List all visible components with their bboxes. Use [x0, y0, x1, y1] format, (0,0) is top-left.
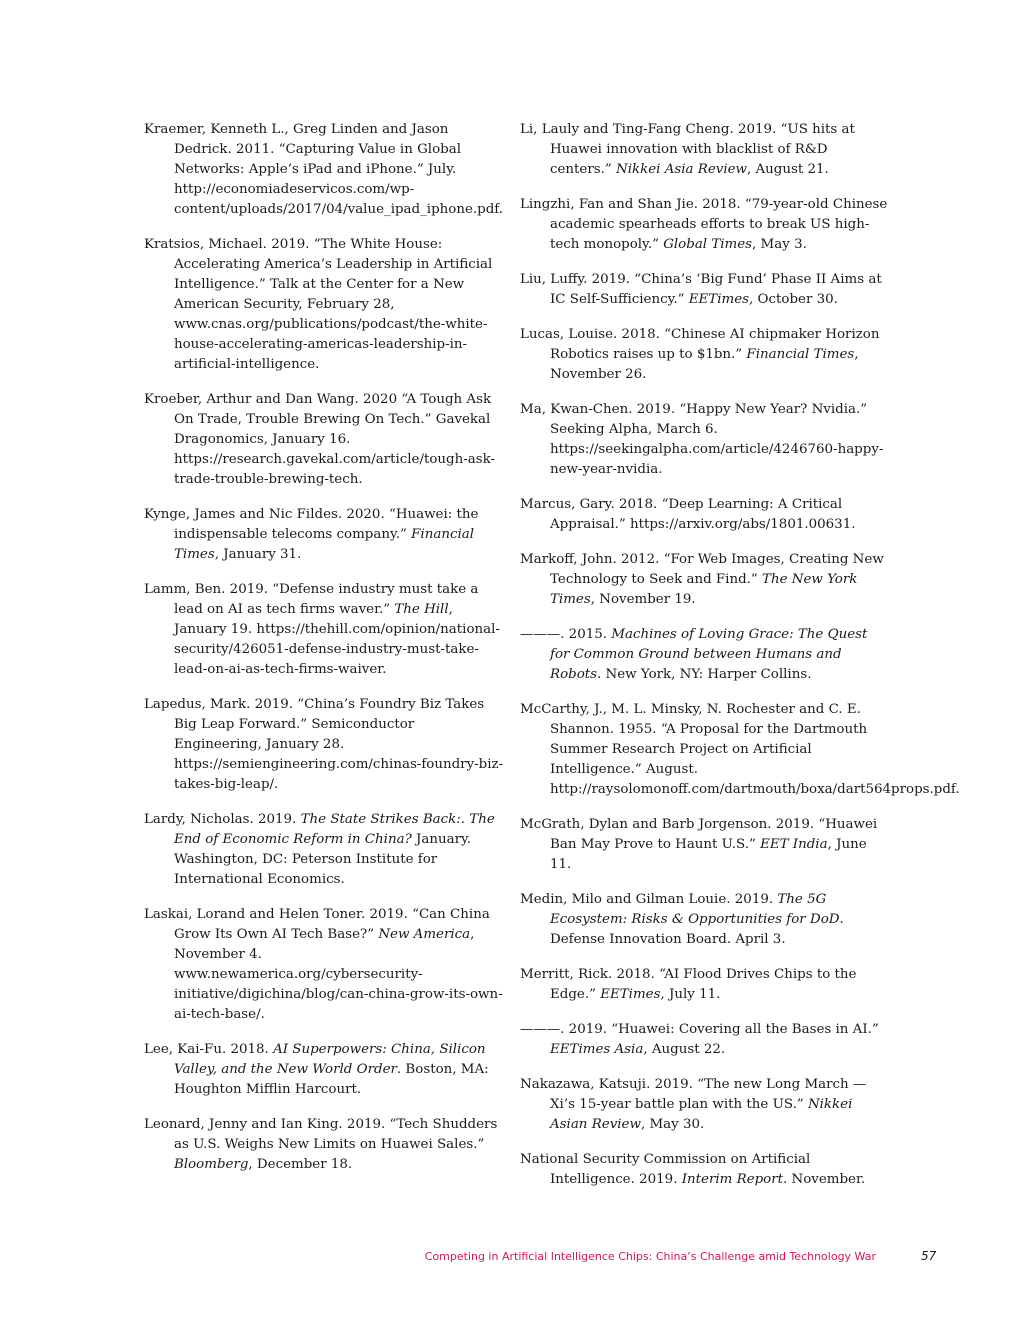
- reference-entry: [520, 120, 890, 180]
- reference-text: Laskai, Lorand and Helen Toner. 2019. “Can China Grow Its Own AI Tech Base?”: [144, 907, 490, 942]
- reference-text: Nakazawa, Katsuji. 2019. “The new Long March — Xi’s 15-year battle plan with the US.”: [520, 1077, 867, 1112]
- reference-title: The 5G Ecosystem: Risks & Opportunities for DoD: [550, 892, 840, 927]
- reference-title: Bloomberg: [174, 1157, 249, 1172]
- reference-details: , May 30.: [640, 1117, 705, 1132]
- reference-title: The State Strikes Back:. The End of Economic Reform in China?: [174, 812, 495, 847]
- reference-title: AI Superpowers: China, Silicon Valley, and the New World Order: [174, 1042, 486, 1077]
- reference-text: Lingzhi, Fan and Shan Jie. 2018. “79-year-old Chinese academic spearheads efforts to break US high-tech monopoly.”: [520, 197, 888, 252]
- reference-details: , November 19.: [590, 592, 696, 607]
- reference-details: , November 26.: [550, 347, 859, 382]
- reference-text: Lardy, Nicholas. 2019.: [144, 812, 301, 827]
- reference-title: EETimes Asia: [550, 1042, 644, 1057]
- reference-details: January. Washington, DC: Peterson Institute for International Economics.: [174, 832, 472, 887]
- reference-text: ———. 2019. “Huawei: Covering all the Bases in AI.”: [520, 1022, 879, 1037]
- reference-title: Machines of Loving Grace: The Quest for Common Ground between Humans and Robots: [550, 627, 868, 682]
- reference-entry: [520, 1020, 890, 1060]
- reference-text: Leonard, Jenny and Ian King. 2019. “Tech Shudders as U.S. Weighs New Limits on Huawei Sales.”: [144, 1117, 498, 1152]
- reference-details: , August 22.: [643, 1042, 726, 1057]
- reference-text: Liu, Luffy. 2019. “China’s ‘Big Fund’ Phase II Aims at IC Self-Sufficiency.”: [520, 272, 882, 307]
- reference-text: Marcus, Gary. 2018. “Deep Learning: A Critical Appraisal.” https://arxiv.org/abs/1801.00631.: [520, 497, 856, 532]
- reference-entry: [520, 270, 890, 310]
- reference-entry: [144, 810, 504, 890]
- reference-title: EETimes: [600, 987, 661, 1002]
- reference-entry: [144, 1115, 504, 1175]
- reference-text: Ma, Kwan-Chen. 2019. “Happy New Year? Nvidia.” Seeking Alpha, March 6. https://seekingalpha.com/article/4246760-happy-new-year-nvidia.: [520, 402, 884, 477]
- page-footer: [0, 1248, 1020, 1268]
- reference-text: Lapedus, Mark. 2019. “China’s Foundry Biz Takes Big Leap Forward.” Semiconductor Engineering, January 28. https://semiengineering.com/chinas-foundry-biz-takes-big-leap/.: [144, 697, 504, 792]
- reference-entry: [520, 400, 890, 480]
- reference-entry: [144, 390, 504, 490]
- reference-text: Kraemer, Kenneth L., Greg Linden and Jason Dedrick. 2011. “Capturing Value in Global Networks: Apple’s iPad and iPhone.” July. http://economiadeservicos.com/wp-content/uploads/2017/04/value_ipad_iphone.pdf.: [144, 122, 504, 217]
- reference-entry: [520, 965, 890, 1005]
- reference-entry: [144, 505, 504, 565]
- reference-title: Global Times: [663, 237, 753, 252]
- reference-text: Merritt, Rick. 2018. “AI Flood Drives Chips to the Edge.”: [520, 967, 857, 1002]
- reference-title: Financial Times: [174, 527, 474, 562]
- reference-entry: [144, 905, 504, 1025]
- reference-details: , January 19. https://thehill.com/opinion/national-security/426051-defense-industry-must-take-lead-on-ai-as-tech-firms-waiver.: [174, 602, 500, 677]
- reference-text: Lee, Kai-Fu. 2018.: [144, 1042, 274, 1057]
- bibliography-left-column: [144, 120, 504, 1190]
- reference-entry: [520, 625, 890, 685]
- reference-text: Medin, Milo and Gilman Louie. 2019.: [520, 892, 778, 907]
- reference-details: . Boston, MA: Houghton Mifflin Harcourt.: [174, 1062, 489, 1097]
- reference-title: Nikkei Asian Review: [550, 1097, 853, 1132]
- reference-entry: [144, 235, 504, 375]
- reference-text: McGrath, Dylan and Barb Jorgenson. 2019. “Huawei Ban May Prove to Haunt U.S.”: [520, 817, 878, 852]
- bibliography-right-column: [520, 120, 960, 1205]
- reference-text: Li, Lauly and Ting-Fang Cheng. 2019. “US hits at Huawei innovation with blacklist of R&D centers.”: [520, 122, 855, 177]
- reference-title: EETimes: [688, 292, 750, 307]
- reference-text: National Security Commission on Artificial Intelligence. 2019.: [520, 1152, 811, 1187]
- reference-entry: [520, 325, 890, 385]
- reference-details: . Defense Innovation Board. April 3.: [550, 912, 844, 947]
- footer-report-title: Competing in Artificial Intelligence Chips: China’s Challenge amid Technology War: [424, 1250, 876, 1263]
- reference-details: , June 11.: [550, 837, 867, 872]
- reference-title: New America: [378, 927, 471, 942]
- reference-entry: [520, 495, 890, 535]
- reference-title: The Hill: [394, 602, 449, 617]
- reference-details: , July 11.: [660, 987, 721, 1002]
- reference-entry: [520, 1150, 890, 1190]
- reference-details: , May 3.: [752, 237, 807, 252]
- reference-text: ———. 2015.: [520, 627, 612, 642]
- reference-entry: [520, 815, 890, 875]
- page-number: 57: [921, 1249, 937, 1263]
- reference-details: , November 4. www.newamerica.org/cybersecurity-initiative/digichina/blog/can-china-grow-its-own-ai-tech-base/.: [174, 927, 503, 1022]
- reference-text: Kroeber, Arthur and Dan Wang. 2020 “A Tough Ask On Trade, Trouble Brewing On Tech.” Gavekal Dragonomics, January 16. https://research.gavekal.com/article/tough-ask-trade-trouble-brewing-tech.: [144, 392, 496, 487]
- reference-text: Lamm, Ben. 2019. “Defense industry must take a lead on AI as tech firms waver.”: [144, 582, 479, 617]
- reference-entry: [520, 550, 890, 610]
- reference-title: Interim Report: [681, 1172, 783, 1187]
- reference-text: Kratsios, Michael. 2019. “The White House: Accelerating America’s Leadership in Artificial Intelligence.” Talk at the Center for a New American Security, February 28, www.cnas.org/publications/podcast/the-white-house-accelerating-americas-leadership-in-artificial-intelligence.: [144, 237, 493, 372]
- reference-details: . November.: [783, 1172, 866, 1187]
- reference-details: , December 18.: [248, 1157, 353, 1172]
- reference-entry: [144, 1040, 504, 1100]
- reference-text: Markoff, John. 2012. “For Web Images, Creating New Technology to Seek and Find.”: [520, 552, 884, 587]
- reference-entry: [520, 700, 960, 800]
- reference-title: EET India: [760, 837, 828, 852]
- reference-entry: [520, 890, 890, 950]
- reference-text: Lucas, Louise. 2018. “Chinese AI chipmaker Horizon Robotics raises up to $1bn.”: [520, 327, 880, 362]
- reference-entry: [520, 195, 890, 255]
- reference-details: , January 31.: [214, 547, 302, 562]
- reference-entry: [144, 120, 504, 220]
- reference-title: Nikkei Asia Review: [616, 162, 747, 177]
- reference-title: The New York Times: [550, 572, 858, 607]
- reference-details: , October 30.: [749, 292, 838, 307]
- reference-entry: [144, 580, 504, 680]
- reference-entry: [144, 695, 504, 795]
- reference-entry: [520, 1075, 890, 1135]
- reference-text: McCarthy, J., M. L. Minsky, N. Rochester and C. E. Shannon. 1955. “A Proposal for the Dartmouth Summer Research Project on Artificial Intelligence.” August. http://raysolomonoff.com/dartmouth/boxa/dart564props.pdf.: [520, 702, 960, 797]
- reference-details: , August 21.: [747, 162, 829, 177]
- reference-details: . New York, NY: Harper Collins.: [597, 667, 812, 682]
- reference-text: Kynge, James and Nic Fildes. 2020. “Huawei: the indispensable telecoms company.”: [144, 507, 479, 542]
- reference-title: Financial Times: [746, 347, 855, 362]
